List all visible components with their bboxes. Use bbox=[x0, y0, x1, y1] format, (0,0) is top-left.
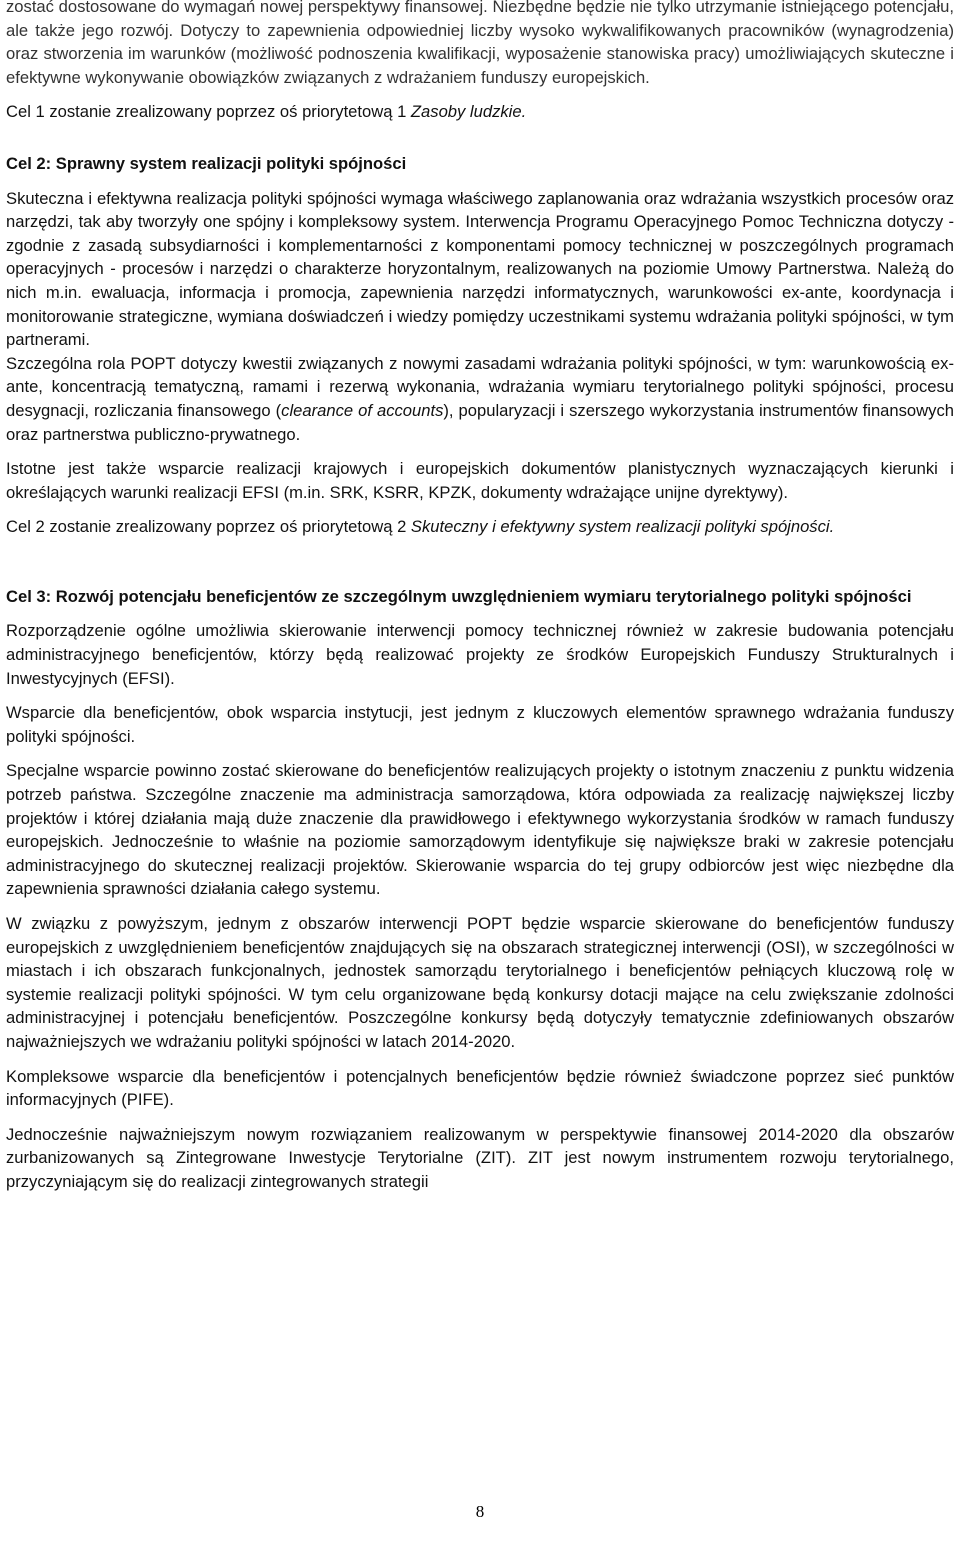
paragraph-goal1-axis bbox=[6, 100, 954, 124]
goal2-axis-text: Cel 2 zostanie zrealizowany poprzez oś priorytetową 2 bbox=[6, 517, 411, 537]
goal2-axis-name: Skuteczny i efektywny system realizacji polityki spójności. bbox=[410, 517, 835, 537]
paragraph-pife: Kompleksowe wsparcie dla beneficjentów i potencjalnych beneficjentów będzie również świadczone poprzez sieć punktów informacyjnych (PIFE). bbox=[6, 1066, 954, 1110]
popt-role-italic: clearance of accounts bbox=[281, 400, 444, 420]
goal1-axis-text: Cel 1 zostanie zrealizowany poprzez oś priorytetową 1 bbox=[6, 102, 411, 122]
paragraph-regulation: Rozporządzenie ogólne umożliwia skierowanie interwencji pomocy technicznej również w zakresie budowania potencjału administracyjnego beneficjentów, którzy będą realizować projekty ze środków Europejskich Funduszy Strukturalnych i Inwestycyjnych (EFSI). bbox=[6, 621, 954, 688]
paragraph-intro: zostać dostosowane do wymagań nowej perspektywy finansowej. Niezbędne będzie nie tylko utrzymanie istniejącego potencjału, ale także jego rozwój. Dotyczy to zapewnienia odpowiedniej liczby wysoko wykwalifikowanych pracowników (wynagrodzenia) oraz stworzenia im warunków (możliwość podnoszenia kwalifikacji, wyposażenie stanowiska pracy) umożliwiających skuteczne i efektywne wykonywanie obowiązków związanych z wdrażaniem funduszy europejskich. bbox=[6, 0, 954, 87]
popt-role-text-b: ), popularyzacji i szerszego wykorzystania instrumentów finansowych oraz partnerstwa publiczno-prywatnego. bbox=[6, 400, 954, 444]
paragraph-efsi-support: Istotne jest także wsparcie realizacji krajowych i europejskich dokumentów planistycznych wyznaczających kierunki i określających warunki realizacji EFSI (m.in. SRK, KSRR, KPZK, dokumenty wdrażające unijne dyrektywy). bbox=[6, 459, 954, 502]
paragraph-goal2-axis bbox=[6, 515, 954, 539]
paragraph-beneficiary-support: Wsparcie dla beneficjentów, obok wsparcia instytucji, jest jednym z kluczowych elementów sprawnego wdrażania funduszy polityki spójności. bbox=[6, 703, 954, 746]
paragraph-popt-role bbox=[6, 352, 954, 446]
paragraph-goal2-description: Skuteczna i efektywna realizacja polityki spójności wymaga właściwego zaplanowania oraz wdrażania wszystkich procesów oraz narzędzi, tak aby tworzyły one spójny i kompleksowy system. Interwencja Programu Operacyjnego Pomoc Techniczna dotyczy - zgodnie z zasadą subsydiarności i komplementarności z komponentami pomocy technicznej w poszczególnych programach operacyjnych - procesów i narzędzi o charakterze horyzontalnym, realizowanych na poziomie Umowy Partnerstwa. Należą do nich m.in. ewaluacja, informacja i promocja, zapewnienia narzędzi informatycznych, warunkowości ex-ante, koordynacja i monitorowanie strategiczne, wymiana doświadczeń i wiedzy pomiędzy uczestnikami systemu wdrażania polityki spójności, w tym partnerami. bbox=[6, 188, 954, 350]
paragraph-popt-interventions: W związku z powyższym, jednym z obszarów interwencji POPT będzie wsparcie skierowane do beneficjentów funduszy europejskich z uwzględnieniem beneficjentów znajdujących się na obszarach strategicznej interwencji (OSI), w szczególności w miastach i ich obszarach funkcjonalnych, jednostek samorządu terytorialnego i beneficjentów pełniących kluczową rolę w systemie realizacji polityki spójności. W tym celu organizowane będą konkursy dotacji mające na celu zwiększanie zdolności administracyjnej i potencjału beneficjentów. Poszczególne konkursy będą dotyczyły tematycznie zdefiniowanych obszarów najważniejszych we wdrażaniu polityki spójności w latach 2014-2020. bbox=[6, 914, 954, 1051]
paragraph-zit: Jednocześnie najważniejszym nowym rozwiązaniem realizowanym w perspektywie finansowej 2014-2020 dla obszarów zurbanizowanych są Zintegrowane Inwestycje Terytorialne (ZIT). ZIT jest nowym instrumentem rozwoju terytorialnego, przyczyniającym się do realizacji zintegrowanych strategii bbox=[6, 1124, 954, 1191]
goal1-axis-name: Zasoby ludzkie. bbox=[410, 102, 527, 122]
heading-goal2: Cel 2: Sprawny system realizacji polityki spójności bbox=[6, 153, 407, 173]
paragraph-special-support: Specjalne wsparcie powinno zostać skierowane do beneficjentów realizujących projekty o istotnym znaczeniu z punktu widzenia potrzeb państwa. Szczególne znaczenie ma administracja samorządowa, która odpowiada za realizację największej liczby projektów i której działania mają duże znaczenie dla prawidłowego i efektywnego wykorzystania środków w ramach funduszy europejskich. Jednocześnie to właśnie na poziomie samorządowym identyfikuje się największe braki w zakresie potencjału administracyjnego do skutecznej realizacji projektów. Skierowanie wsparcia do tej grupy odbiorców jest więc niezbędne dla zapewnienia sprawności działania całego systemu. bbox=[6, 761, 954, 899]
page-number: 8 bbox=[475, 1502, 485, 1521]
heading-goal3: Cel 3: Rozwój potencjału beneficjentów ze szczególnym uwzględnieniem wymiaru terytorialnego polityki spójności bbox=[6, 586, 912, 606]
popt-role-text-a: Szczególna rola POPT dotyczy kwestii związanych z nowymi zasadami wdrażania polityki spójności, w tym: warunkowością ex-ante, koncentracją tematyczną, ramami i rezerwą wykonania, wdrażania wymiaru terytorialnego polityki spójności, procesu desygnacji, rozliczania finansowego ( bbox=[6, 353, 954, 420]
